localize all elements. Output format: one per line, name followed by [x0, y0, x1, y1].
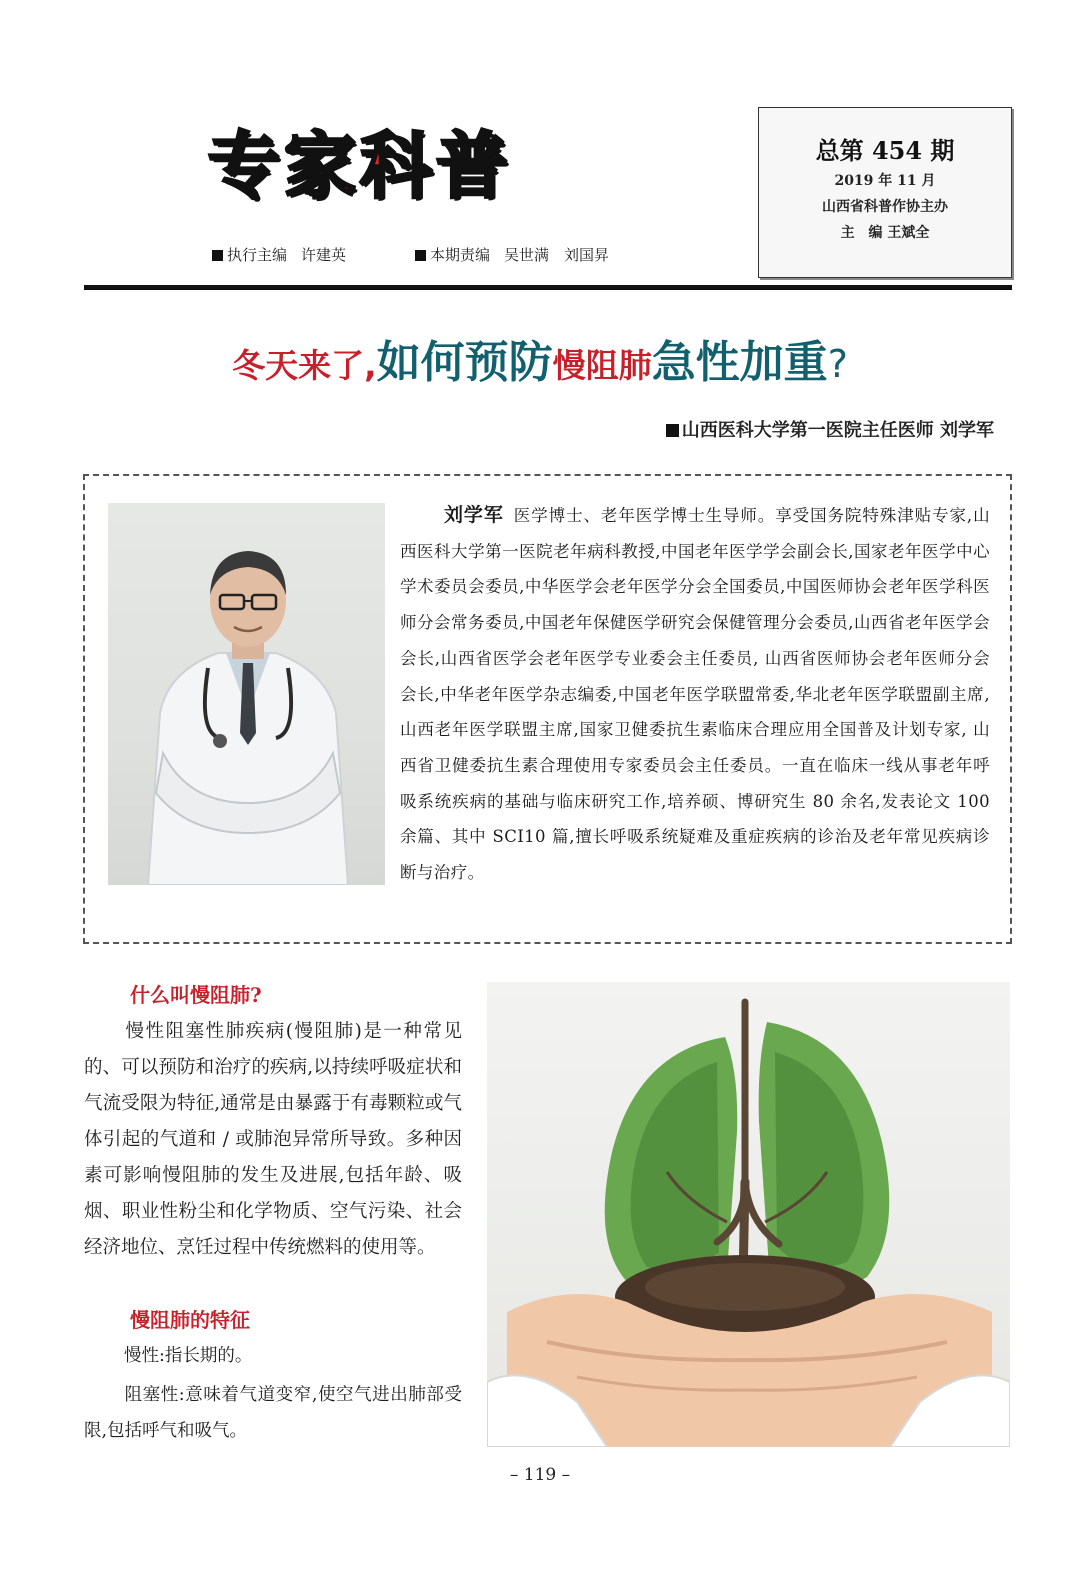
- issue-date: 2019 年 11 月: [834, 173, 936, 189]
- paragraph: [84, 1377, 462, 1449]
- executive-editor: [212, 244, 346, 266]
- paragraph-text: 阻塞性:意味着气道变窄,使空气进出肺部受限,包括呼气和吸气。: [84, 1385, 462, 1441]
- issue-info-box: [758, 107, 1012, 278]
- section-heading: 什么叫慢阻肺?: [130, 983, 262, 1007]
- square-bullet-icon: [212, 250, 223, 261]
- lung-tree-illustration: [487, 982, 1010, 1447]
- title-part: ?: [827, 342, 848, 386]
- title-part: 如何预防: [376, 337, 553, 388]
- bio-text: 医学博士、老年医学博士生导师。享受国务院特殊津贴专家,山西医科大学第一医院老年病科教授,中国老年医学学会副会长,国家老年医学中心学术委员会委员,中华医学会老年医学分会全国委员,中国医师协会老年医学科医师分会常务委员,中国老年保健医学研究会保健管理分会委员,山西省老年医学会会长,山西省医学会老年医学专业委会主任委员, 山西省医师协会老年医师分会会长,中华老年医学杂志编委,中国老年医学联盟常委,华北老年医学联盟副主席,山西老年医学联盟主席,国家卫健委抗生素临床合理应用全国普及计划专家, 山西省卫健委抗生素合理使用专家委员会主任委员。一直在临床一线从事老年呼吸系统疾病的基础与临床研究工作,培养硕、博研究生 80 余名,发表论文 100 余篇、其中 SCI10 篇,擅长呼吸系统疑难及重症疾病的诊治及老年常见疾病诊断与治疗。: [400, 506, 991, 883]
- byline-text: 山西医科大学第一医院主任医师 刘学军: [681, 420, 994, 441]
- paragraph-text: 慢性:指长期的。: [124, 1346, 253, 1366]
- square-bullet-icon: [415, 250, 426, 261]
- issue-sponsor: 山西省科普作协主办: [822, 199, 948, 215]
- author-portrait: [108, 503, 385, 885]
- paragraph: [84, 1014, 462, 1266]
- paragraph-text: 慢性阻塞性肺疾病(慢阻肺)是一种常见的、可以预防和治疗的疾病,以持续呼吸症状和气流受限为特征,通常是由暴露于有毒颗粒或气体引起的气道和 / 或肺泡异常所导致。多种因素可影响慢阻肺的发生及进展,包括年龄、吸烟、职业性粉尘和化学物质、空气污染、社会经济地位、烹饪过程中传统燃料的使用等。: [84, 1021, 462, 1258]
- header-rule: [84, 285, 1012, 290]
- doctor-photo-icon: [108, 503, 385, 885]
- section-heading: 慢阻肺的特征: [130, 1308, 250, 1332]
- lung-tree-icon: [487, 982, 1010, 1447]
- bio-name: 刘学军: [444, 504, 504, 526]
- paragraph: [84, 1338, 462, 1374]
- article-byline: [666, 418, 994, 444]
- editor-role: 本期责编: [430, 246, 491, 264]
- issue-editors: [415, 244, 609, 266]
- editor-names: 许建英: [301, 246, 347, 264]
- title-part: 急性加重: [651, 337, 828, 388]
- editor-role: 执行主编: [227, 246, 288, 264]
- editor-names: 吴世满 刘国昇: [504, 246, 610, 264]
- masthead-logo: 专家科普: [208, 124, 513, 208]
- square-bullet-icon: [666, 424, 679, 437]
- article-title: [0, 326, 1080, 386]
- chief-editor: 主 编 王斌全: [840, 225, 930, 241]
- title-part: 冬天来了,: [232, 346, 377, 385]
- author-bio: [400, 498, 990, 891]
- page-number: – 119 –: [509, 1465, 571, 1485]
- issue-number: 总第 454 期: [815, 136, 955, 165]
- title-part: 慢阻肺: [552, 346, 652, 385]
